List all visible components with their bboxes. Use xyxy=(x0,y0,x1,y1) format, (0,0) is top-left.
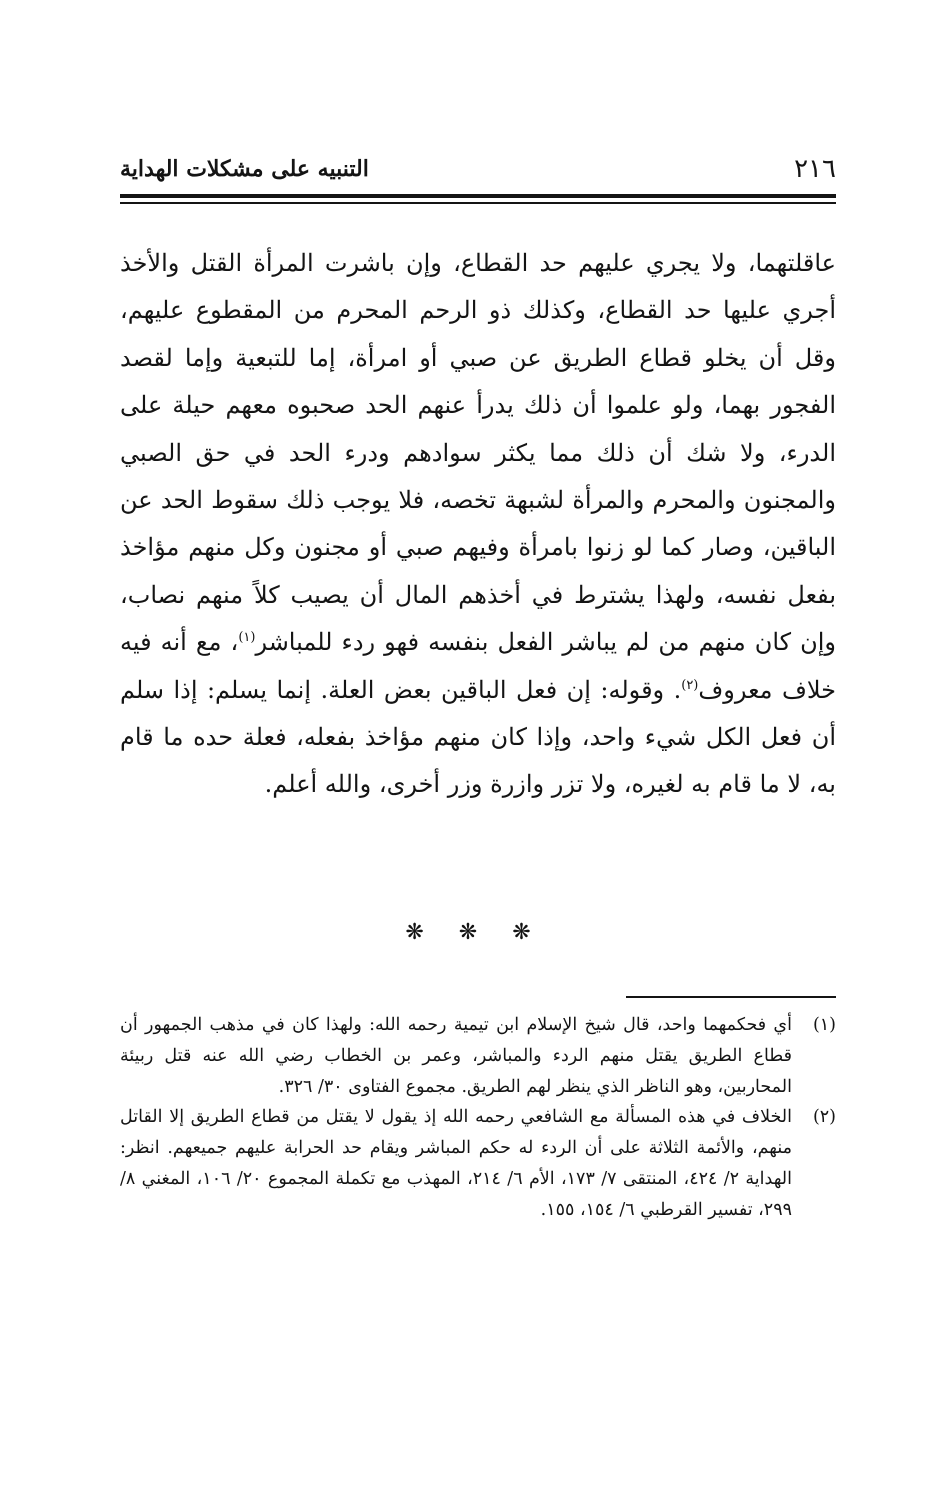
footnote-rule xyxy=(626,996,836,998)
header-rule-thick xyxy=(120,194,836,198)
footnote-1 xyxy=(120,1010,836,1102)
page-header xyxy=(120,150,836,190)
footnote-number: (١) xyxy=(812,1015,836,1035)
header-rule-thin xyxy=(120,202,836,204)
section-separator-asterisks: ❋ ❋ ❋ xyxy=(405,920,545,945)
main-paragraph xyxy=(120,240,836,809)
footnote-text: الخلاف في هذه المسألة مع الشافعي رحمه الله إذ يقول لا يقتل من قطاع الطريق إلا القاتل منهم، والأئمة الثلاثة على أن الردء له حكم المباشر ويقام حد الحرابة عليهم جميعهم. انظر: الهداية ٢/ ٤٢٤، المنتقى ٧/ ١٧٣، الأم ٦/ ٢١٤، المهذب مع تكملة المجموع ٢٠/ ١٠٦، المغني ٨/ ٢٩٩، تفسير القرطبي ٦/ ١٥٤، ١٥٥. xyxy=(120,1107,792,1220)
paragraph-text-part1: عاقلتهما، ولا يجري عليهم حد القطاع، وإن باشرت المرأة القتل والأخذ أجري عليها حد القطاع، وكذلك ذو الرحم المحرم من المقطوع عليهم، وقل أن يخلو قطاع الطريق عن صبي أو امرأة، إما للتبعية وإما لقصد الفجور بهما، ولو علموا أن ذلك يدرأ عنهم الحد صحبوه معهم حيلة على الدرء، ولا شك أن ذلك مما يكثر سوادهم ودرء الحد في حق الصبي والمجنون والمحرم والمرأة لشبهة تخصه، فلا يوجب ذلك سقوط الحد عن الباقين، وصار كما لو زنوا بامرأة وفيهم صبي أو مجنون وكل منهم مؤاخذ بفعل نفسه، ولهذا يشترط في أخذهم المال أن يصيب كلاً منهم نصاب، وإن كان منهم من لم يباشر الفعل بنفسه فهو ردء للمباشر xyxy=(120,249,837,657)
footnote-ref-2[interactable]: (٢) xyxy=(681,677,699,693)
running-title: التنبيه على مشكلات الهداية xyxy=(120,156,369,182)
paragraph-text-part2: ، مع أنه فيه خلاف معروف xyxy=(120,628,837,704)
footnote-text: أي فحكمهما واحد، قال شيخ الإسلام ابن تيمية رحمه الله: ولهذا كان في مذهب الجمهور أن قطاع الطريق يقتل منهم الردء والمباشر، وعمر بن الخطاب رضي الله عنه قتل ربيئة المحاربين، وهو الناظر الذي ينظر لهم الطريق. مجموع الفتاوى ٣٠/ ٣٢٦. xyxy=(120,1015,792,1097)
footnote-2 xyxy=(120,1102,836,1225)
footnote-ref-1[interactable]: (١) xyxy=(238,630,256,646)
page-number: ٢١٦ xyxy=(794,154,836,184)
footnote-number: (٢) xyxy=(812,1107,836,1128)
footnotes xyxy=(120,1010,836,1226)
paragraph-text-part3: . وقوله: إن فعل الباقين بعض العلة. إنما يسلم: إذا سلم أن فعل الكل شيء واحد، وإذا كان منهم مؤاخذ بفعله، فعلة حده ما قام به، لا ما قام به لغيره، ولا تزر وازرة وزر أخرى، والله أعلم. xyxy=(120,675,837,799)
